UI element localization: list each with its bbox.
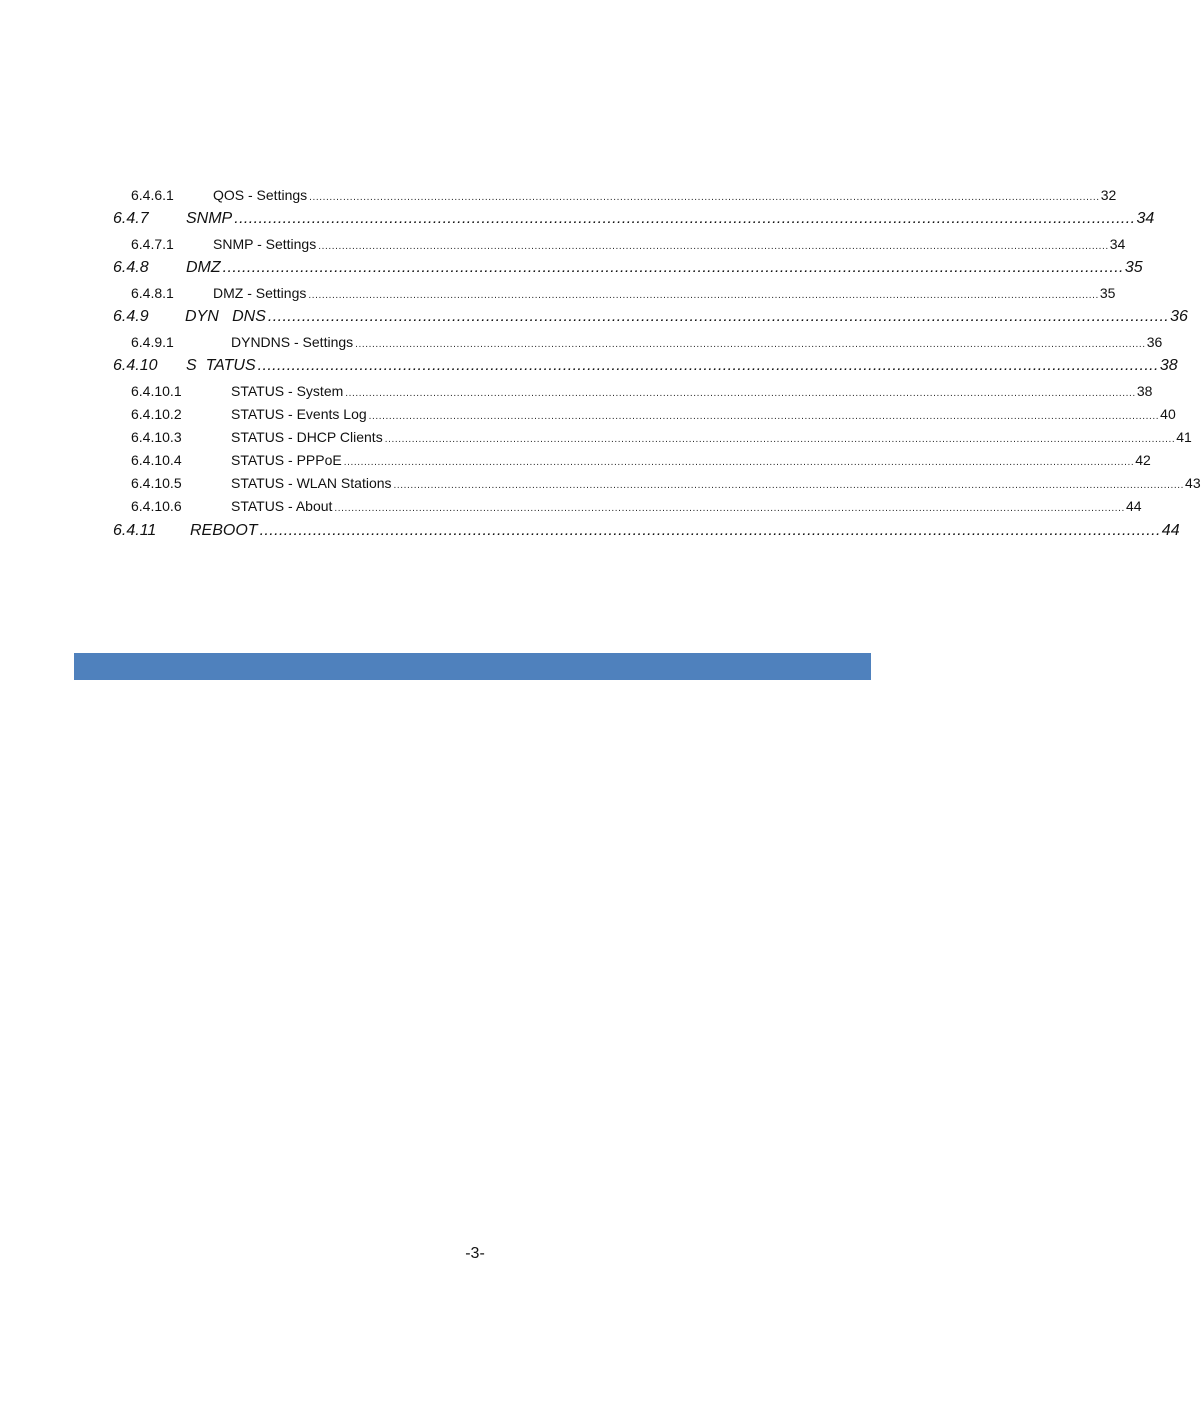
- toc-leader: ..........................................................................................................................................................................................................................................: [308, 290, 1099, 301]
- toc-leader: ..........................................................................................................................................................................................................................................: [355, 339, 1146, 350]
- section-header-band: [74, 653, 871, 680]
- toc-title: REBOOT: [190, 522, 258, 539]
- toc-number: 6.4.10.2: [131, 406, 182, 422]
- toc-title: QOS - Settings: [213, 187, 308, 203]
- toc-number: 6.4.10.6: [131, 498, 182, 514]
- toc-number: 6.4.8.1: [131, 285, 174, 301]
- toc-leader: ..........................................................................................................................................................................................................................................: [384, 434, 1176, 445]
- toc-title: STATUS - WLAN Stations: [231, 475, 392, 491]
- toc-entry[interactable]: [131, 429, 1192, 445]
- toc-leader: ..........................................................................................................................................................................................................................................: [343, 457, 1135, 468]
- toc-leader: ..........................................................................................................................................................................................: [259, 522, 1161, 539]
- toc-page: 36: [1170, 308, 1188, 325]
- toc-leader: ..........................................................................................................................................................................................................................................: [318, 241, 1109, 252]
- toc-title: STATUS - Events Log: [231, 406, 367, 422]
- toc-number: 6.4.10.4: [131, 452, 182, 468]
- toc-entry[interactable]: [131, 236, 1126, 252]
- toc-page: 34: [1109, 236, 1126, 252]
- toc-title: STATUS - About: [231, 498, 333, 514]
- toc-entry[interactable]: [113, 210, 1155, 227]
- toc-leader: ..........................................................................................................................................................................................................................................: [393, 480, 1185, 491]
- toc-number: 6.4.11: [113, 522, 157, 539]
- toc-number: 6.4.10.5: [131, 475, 182, 491]
- toc-leader: ..........................................................................................................................................................................................: [222, 259, 1124, 276]
- toc-page: 35: [1099, 285, 1116, 301]
- toc-entry[interactable]: [131, 498, 1142, 514]
- toc-title: DMZ - Settings: [213, 285, 307, 301]
- toc-entry[interactable]: [131, 334, 1163, 350]
- toc-page: 43: [1185, 475, 1201, 491]
- toc-leader: ..........................................................................................................................................................................................: [267, 308, 1170, 325]
- toc-page: 41: [1176, 429, 1192, 445]
- toc-title: DYNDNS - Settings: [231, 334, 354, 350]
- toc-title: SNMP: [186, 210, 233, 227]
- toc-entry[interactable]: [113, 259, 1143, 276]
- toc-page: 42: [1135, 452, 1151, 468]
- toc-title: DMZ: [186, 259, 221, 276]
- toc-entry[interactable]: [113, 308, 1188, 325]
- toc-number: 6.4.10: [113, 357, 158, 374]
- toc-title: STATUS - System: [231, 383, 344, 399]
- toc-number: 6.4.9: [113, 308, 149, 325]
- toc-number: 6.4.6.1: [131, 187, 174, 203]
- toc-leader: ..........................................................................................................................................................................................................................................: [345, 388, 1136, 399]
- toc-page: 44: [1125, 498, 1142, 514]
- toc-number: 6.4.10.1: [131, 383, 182, 399]
- toc-entry[interactable]: [113, 522, 1180, 539]
- toc-leader: ..........................................................................................................................................................................................: [234, 210, 1136, 227]
- toc-title: DYN DNS: [185, 308, 266, 325]
- toc-entry[interactable]: [131, 475, 1201, 491]
- toc-entry[interactable]: [131, 383, 1153, 399]
- toc-title: S TATUS: [186, 357, 256, 374]
- toc-number: 6.4.10.3: [131, 429, 182, 445]
- toc-number: 6.4.7.1: [131, 236, 174, 252]
- toc-leader: ..........................................................................................................................................................................................................................................: [368, 411, 1160, 422]
- toc-page: 44: [1161, 522, 1180, 539]
- toc-number: 6.4.9.1: [131, 334, 174, 350]
- toc-page: 38: [1136, 383, 1153, 399]
- toc-page: 35: [1124, 259, 1143, 276]
- toc-title: STATUS - PPPoE: [231, 452, 342, 468]
- toc-page: 40: [1160, 406, 1176, 422]
- toc-number: 6.4.8: [113, 259, 149, 276]
- toc-leader: ..........................................................................................................................................................................................: [257, 357, 1159, 374]
- toc-title: SNMP - Settings: [213, 236, 317, 252]
- page-number: -3-: [465, 1245, 485, 1262]
- toc-entry[interactable]: [131, 452, 1151, 468]
- toc-page: 36: [1146, 334, 1163, 350]
- toc-title: STATUS - DHCP Clients: [231, 429, 383, 445]
- toc-entry[interactable]: [113, 357, 1178, 374]
- toc-leader: ..........................................................................................................................................................................................................................................: [309, 192, 1100, 203]
- toc-entry[interactable]: [131, 285, 1116, 301]
- toc-page: 32: [1100, 187, 1117, 203]
- toc-entry[interactable]: [131, 187, 1117, 203]
- toc-leader: ..........................................................................................................................................................................................................................................: [334, 503, 1125, 514]
- toc-number: 6.4.7: [113, 210, 149, 227]
- toc-page: 34: [1136, 210, 1155, 227]
- toc-entry[interactable]: [131, 406, 1176, 422]
- toc-page: 38: [1159, 357, 1178, 374]
